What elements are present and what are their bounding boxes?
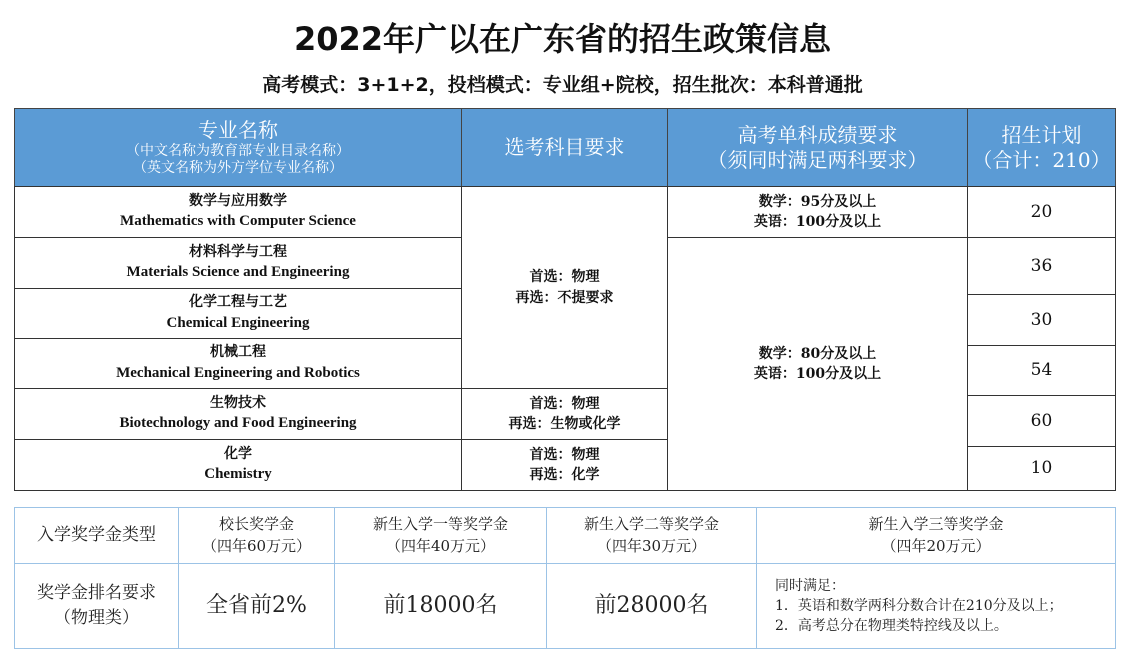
scholarship-amount: （四年40万元） <box>385 536 496 555</box>
scholarship-type-label: 入学奖学金类型 <box>14 507 179 564</box>
header-score-note: （须同时满足两科要求） <box>707 147 928 172</box>
scholarship-req: 前28000名 <box>546 563 757 649</box>
req-item: 1．英语和数学两科分数合计在210分及以上； <box>775 597 1063 614</box>
major-en: Mathematics with Computer Science <box>120 213 356 230</box>
scholarship-name: 校长奖学金 <box>218 514 294 533</box>
header-subjects <box>461 108 668 187</box>
major-en: Biotechnology and Food Engineering <box>119 415 357 432</box>
page-subtitle: 高考模式：3+1+2，投档模式：专业组+院校，招生批次：本科普通批 <box>262 74 863 96</box>
scholarship-amount: （四年60万元） <box>201 536 312 555</box>
subject-req <box>461 388 668 440</box>
subject-first: 首选：物理 <box>529 446 600 463</box>
major-cn: 生物技术 <box>210 394 266 411</box>
major-row <box>14 288 462 339</box>
header-subjects-label: 选考科目要求 <box>504 135 625 159</box>
score-eng: 英语：100分及以上 <box>753 366 882 382</box>
subject-req <box>461 439 668 491</box>
major-row <box>14 186 462 238</box>
req-intro: 同时满足： <box>775 577 845 594</box>
major-row <box>14 237 462 289</box>
rank-label: 奖学金排名要求 <box>37 583 156 604</box>
major-row <box>14 439 462 491</box>
subject-first: 首选：物理 <box>529 269 600 286</box>
scholarship-req: 全省前2% <box>178 563 335 649</box>
req-item: 2．高考总分在物理类特控线及以上。 <box>775 618 1008 635</box>
subject-second: 再选：化学 <box>529 467 600 483</box>
rank-label-note: （物理类） <box>54 608 139 628</box>
major-cn: 化学 <box>224 445 252 462</box>
plan-cell: 10 <box>967 446 1116 491</box>
header-plan-label: 招生计划 <box>1001 122 1082 147</box>
scholarship-name: 新生入学三等奖学金 <box>868 514 1004 533</box>
major-cn: 机械工程 <box>210 344 266 361</box>
subject-second: 再选：不提要求 <box>515 289 614 306</box>
subject-second: 再选：生物或化学 <box>508 416 621 432</box>
subject-first: 首选：物理 <box>529 395 600 412</box>
scholarship-type <box>546 507 757 564</box>
header-score-label: 高考单科成绩要求 <box>737 122 898 147</box>
header-major-note2: （英文名称为外方学位专业名称） <box>133 160 343 176</box>
scholarship-amount: （四年20万元） <box>881 536 991 555</box>
page-title: 2022年广以在广东省的招生政策信息 <box>293 20 832 58</box>
score-req <box>667 186 968 238</box>
header-plan-total: （合计：210） <box>972 147 1111 172</box>
major-row <box>14 338 462 389</box>
score-req <box>667 237 968 491</box>
header-major-label: 专业名称 <box>198 117 278 142</box>
scholarship-name: 新生入学一等奖学金 <box>372 514 508 533</box>
major-en: Mechanical Engineering and Robotics <box>116 364 360 381</box>
scholarship-amount: （四年30万元） <box>596 536 707 555</box>
plan-cell: 54 <box>967 345 1116 396</box>
major-en: Chemistry <box>204 466 272 483</box>
scholarship-type <box>334 507 547 564</box>
major-cn: 化学工程与工艺 <box>189 294 287 311</box>
major-cn: 数学与应用数学 <box>189 192 287 209</box>
header-major-note1: （中文名称为教育部专业目录名称） <box>126 142 350 159</box>
major-en: Chemical Engineering <box>166 314 310 331</box>
score-math: 数学：80分及以上 <box>758 345 877 362</box>
header-score <box>667 108 968 187</box>
plan-cell: 30 <box>967 294 1116 346</box>
header-plan <box>967 108 1116 187</box>
header-major <box>14 108 462 187</box>
scholarship-type <box>756 507 1116 564</box>
scholarship-req-third <box>756 563 1116 649</box>
scholarship-name: 新生入学二等奖学金 <box>583 514 719 533</box>
score-eng: 英语：100分及以上 <box>753 214 882 230</box>
subject-req <box>461 186 668 389</box>
major-en: Materials Science and Engineering <box>126 264 350 281</box>
plan-cell: 20 <box>967 186 1116 238</box>
major-row <box>14 388 462 440</box>
score-math: 数学：95分及以上 <box>758 193 877 210</box>
scholarship-rank-label <box>14 563 179 649</box>
plan-cell: 60 <box>967 395 1116 447</box>
major-cn: 材料科学与工程 <box>189 243 287 260</box>
scholarship-type <box>178 507 335 564</box>
plan-cell: 36 <box>967 237 1116 295</box>
scholarship-req: 前18000名 <box>334 563 547 649</box>
